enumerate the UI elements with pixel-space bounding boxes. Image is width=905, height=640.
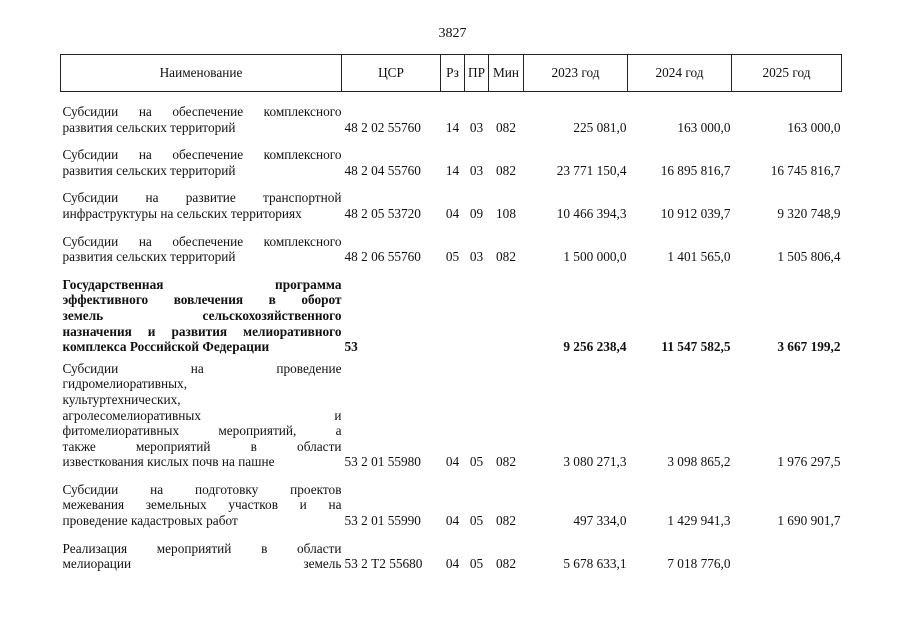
row-name [61,541,342,572]
row-value-2025: 3 667 199,2 [777,339,841,355]
row-csr: 48 2 02 55760 [344,119,421,135]
row-pr: 05 [469,556,484,572]
row-value-2025 [732,541,842,572]
row-value-2025: 1 505 806,4 [777,249,841,265]
row-min: 082 [496,513,516,529]
row-spacer [61,529,842,541]
name-line: Государственная программа [62,276,342,292]
name-line: развития сельских территорий [62,162,236,178]
name-line: Реализация мероприятий в области [62,540,342,556]
row-value-2024: 1 401 565,0 [667,249,731,265]
row-name [61,147,342,178]
budget-table [60,54,842,572]
row-value-2024: 1 429 941,3 [667,513,731,529]
row-csr: 48 2 04 55760 [344,162,421,178]
row-rz [441,277,465,355]
row-value-2025: 1 690 901,7 [777,513,841,529]
table-row [61,147,842,178]
name-line: развития сельских территорий [62,119,236,135]
row-rz: 04 [445,513,460,529]
row-value-2023: 10 466 394,3 [556,205,627,221]
name-line: также мероприятий в области [62,438,342,454]
row-rz: 04 [445,205,460,221]
header-csr: ЦСР [342,55,441,92]
header-min: Мин [489,55,524,92]
row-name [61,277,342,355]
row-min: 082 [496,119,516,135]
row-pr: 03 [469,162,484,178]
name-line: комплекса Российской Федерации [62,339,270,355]
name-line: Субсидии на подготовку проектов [62,481,342,497]
name-line: назначения и развития мелиоративного [62,323,342,339]
row-spacer [61,222,842,234]
row-csr: 53 2 01 55980 [344,454,421,470]
row-spacer [61,470,842,482]
name-line: проведение кадастровых работ [62,513,238,529]
name-line: межевания земельных участков и на [62,497,342,513]
row-value-2023: 5 678 633,1 [563,556,627,572]
header-rz: Рз [441,55,465,92]
name-line: известкования кислых почв на пашне [62,454,275,470]
row-min: 082 [496,556,516,572]
row-rz: 05 [445,249,460,265]
row-pr: 05 [469,513,484,529]
row-value-2024: 11 547 582,5 [661,339,731,355]
row-pr: 05 [469,454,484,470]
name-line: Субсидии на развитие транспортной [62,190,342,206]
row-csr: 53 2 Т2 55680 [344,556,423,572]
row-rz: 04 [445,454,460,470]
row-value-2023: 3 080 271,3 [563,454,627,470]
row-value-2024: 3 098 865,2 [667,454,731,470]
row-spacer [61,135,842,147]
header-name: Наименование [61,55,342,92]
row-csr: 53 2 01 55990 [344,513,421,529]
table-body [61,92,842,572]
name-line: фитомелиоративных мероприятий, а [62,423,342,439]
row-value-2025: 163 000,0 [787,119,841,135]
row-value-2023: 9 256 238,4 [563,339,627,355]
name-line: культуртехнических, [62,391,181,407]
row-value-2024: 7 018 776,0 [667,556,731,572]
row-value-2024: 163 000,0 [677,119,731,135]
row-pr: 09 [469,205,484,221]
row-name [61,190,342,221]
row-value-2025: 9 320 748,9 [777,205,841,221]
row-name [61,361,342,470]
name-line: Субсидии на обеспечение комплексного [62,104,342,119]
row-value-2025: 1 976 297,5 [777,454,841,470]
row-rz: 04 [445,556,460,572]
row-pr: 03 [469,249,484,265]
name-line: гидромелиоративных, [62,376,188,392]
row-spacer [61,92,842,105]
row-name [61,234,342,265]
table-header [61,55,842,92]
row-pr [465,277,489,355]
row-csr: 48 2 06 55760 [344,249,421,265]
name-line: Субсидии на обеспечение комплексного [62,147,342,163]
table-row [61,482,842,529]
row-value-2024: 10 912 039,7 [660,205,731,221]
row-min: 082 [496,249,516,265]
row-value-2023: 23 771 150,4 [556,162,627,178]
row-rz: 14 [445,119,460,135]
name-line: инфраструктуры на сельских территориях [62,205,302,221]
table-row [61,277,842,355]
row-csr: 48 2 05 53720 [344,205,421,221]
header-2023: 2023 год [524,55,628,92]
table-row [61,361,842,470]
name-line: агролесомелиоративных и [62,407,342,423]
row-rz: 14 [445,162,460,178]
row-name [61,104,342,135]
table-row [61,541,842,572]
row-value-2023: 497 334,0 [573,513,627,529]
row-value-2024: 16 895 816,7 [660,162,731,178]
table-row [61,234,842,265]
row-csr: 53 [344,339,358,355]
table-row [61,104,842,135]
name-line: мелиорации земель [62,556,342,572]
row-min: 108 [496,205,516,221]
row-name [61,482,342,529]
row-spacer [61,178,842,190]
row-value-2023: 225 081,0 [573,119,627,135]
name-line: развития сельских территорий [62,249,236,265]
row-min: 082 [496,162,516,178]
row-pr: 03 [469,119,484,135]
row-value-2023: 1 500 000,0 [563,249,627,265]
row-value-2025: 16 745 816,7 [770,162,841,178]
header-2025: 2025 год [732,55,842,92]
name-line: Субсидии на обеспечение комплексного [62,233,342,249]
header-2024: 2024 год [628,55,732,92]
table-row [61,190,842,221]
row-min: 082 [496,454,516,470]
name-line: эффективного вовлечения в оборот [62,292,342,308]
name-line: земель сельскохозяйственного [62,307,342,323]
page-number: 3827 [438,26,467,41]
header-pr: ПР [465,55,489,92]
row-min [489,277,524,355]
name-line: Субсидии на проведение [62,360,342,376]
row-spacer [61,265,842,277]
